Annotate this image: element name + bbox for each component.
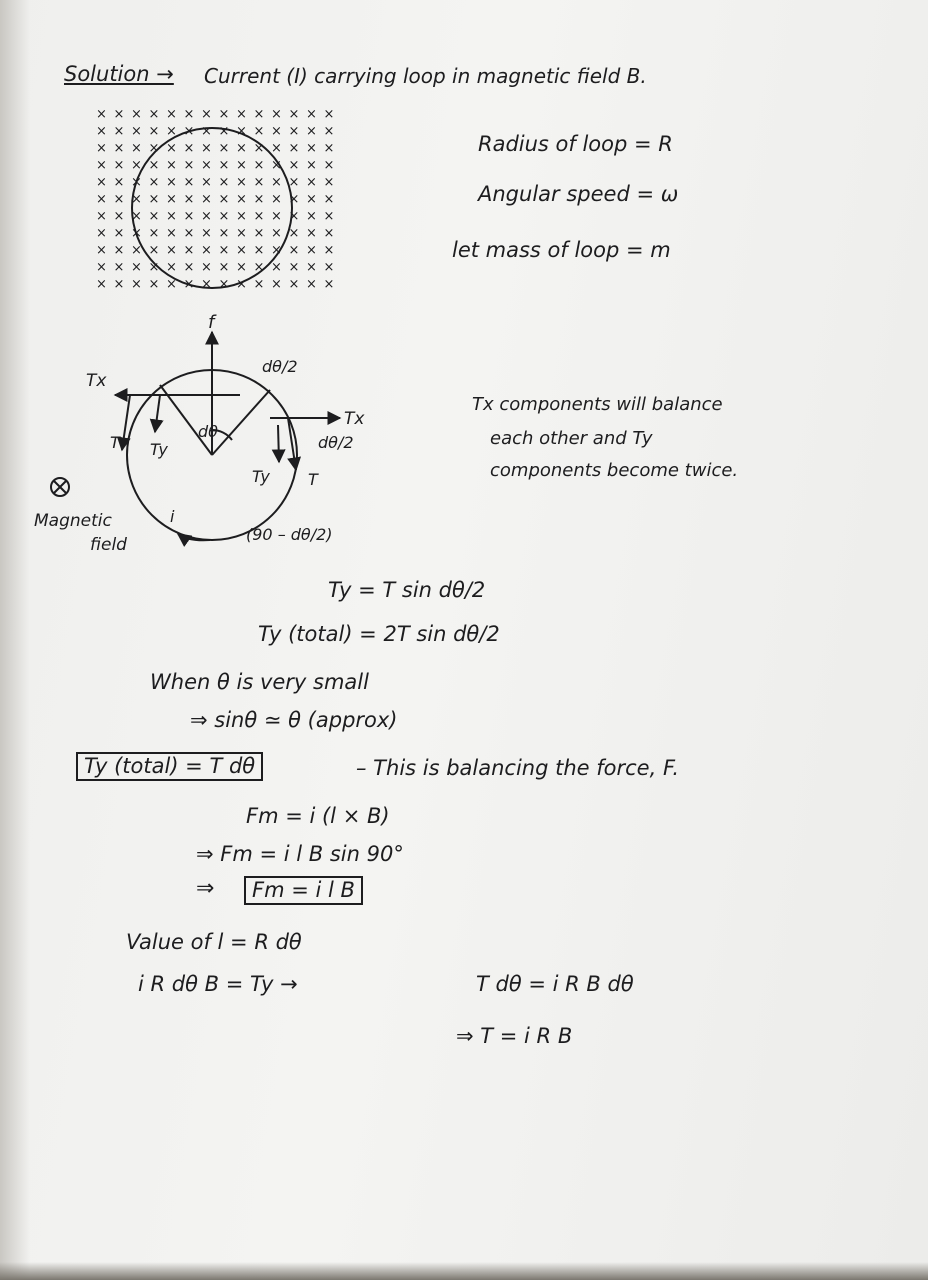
field-cross-mark: × <box>236 107 247 122</box>
field-cross-mark: × <box>201 243 212 258</box>
field-cross-mark: × <box>113 124 125 139</box>
field-cross-mark: × <box>306 192 317 207</box>
field-cross-mark: × <box>236 209 247 224</box>
field-cross-mark: × <box>183 192 195 207</box>
field-cross-mark: × <box>306 158 317 173</box>
field-cross-mark: × <box>166 260 177 275</box>
field-cross-mark: × <box>113 192 125 207</box>
field-cross-mark: × <box>236 158 247 173</box>
field-cross-mark: × <box>113 158 125 173</box>
field-cross-mark: × <box>288 192 300 207</box>
radius-right <box>212 390 270 455</box>
label-ty-right: Ty <box>252 467 270 486</box>
field-cross-mark: × <box>306 124 317 139</box>
field-cross-mark: × <box>148 226 160 241</box>
field-cross-mark: × <box>148 209 160 224</box>
fm-equation-boxed: Fm = i l B <box>244 876 363 905</box>
field-cross-mark: × <box>113 209 125 224</box>
field-cross-mark: × <box>166 124 177 139</box>
field-cross-mark: × <box>96 141 107 156</box>
tx-note-line-1: Tx components will balance <box>472 394 723 415</box>
field-cross-mark: × <box>96 107 107 122</box>
field-cross-mark: × <box>306 209 317 224</box>
field-cross-mark: × <box>131 243 142 258</box>
field-cross-mark: × <box>96 209 107 224</box>
field-cross-mark: × <box>236 243 247 258</box>
field-cross-mark: × <box>96 175 107 190</box>
field-cross-mark: × <box>218 158 230 173</box>
field-cross-mark: × <box>166 209 177 224</box>
field-cross-mark: × <box>323 158 335 173</box>
field-cross-mark: × <box>253 243 265 258</box>
field-cross-mark: × <box>218 124 230 139</box>
field-cross-mark: × <box>323 124 335 139</box>
field-cross-mark: × <box>271 158 282 173</box>
field-cross-mark: × <box>113 260 125 275</box>
field-cross-mark: × <box>148 158 160 173</box>
field-cross-mark: × <box>236 277 247 292</box>
field-cross-mark: × <box>218 209 230 224</box>
field-cross-mark: × <box>288 209 300 224</box>
label-angle-bottom: (90 – dθ/2) <box>246 525 333 544</box>
field-cross-mark: × <box>131 107 142 122</box>
ty-total-boxed: Ty (total) = T dθ <box>76 752 263 781</box>
field-cross-mark: × <box>96 158 107 173</box>
balancing-line: – This is balancing the force, F. <box>356 756 679 780</box>
field-cross-mark: × <box>253 107 265 122</box>
field-cross-mark: × <box>236 124 247 139</box>
field-cross-mark: × <box>113 277 125 292</box>
field-cross-mark: × <box>306 141 317 156</box>
field-cross-mark: × <box>131 158 142 173</box>
field-cross-mark: × <box>131 175 142 190</box>
fm-equation-1: Fm = i (l × B) <box>246 804 390 828</box>
field-cross-mark: × <box>218 277 230 292</box>
field-cross-mark: × <box>166 175 177 190</box>
field-cross-mark: × <box>96 277 107 292</box>
field-cross-mark: × <box>271 124 282 139</box>
field-cross-mark: × <box>323 141 335 156</box>
field-cross-mark: × <box>201 107 212 122</box>
field-cross-mark: × <box>218 175 230 190</box>
field-cross-mark: × <box>166 107 177 122</box>
label-t-right: T <box>308 470 318 489</box>
field-cross-mark: × <box>323 192 335 207</box>
field-cross-mark: × <box>113 175 125 190</box>
approx-line: ⇒ sinθ ≃ θ (approx) <box>190 708 398 732</box>
field-cross-mark: × <box>201 141 212 156</box>
label-tx-left: Tx <box>86 371 107 391</box>
field-cross-mark: × <box>113 107 125 122</box>
field-cross-mark: × <box>253 192 265 207</box>
field-cross-mark: × <box>183 226 195 241</box>
irdb-line: i R dθ B = Ty → <box>138 972 298 996</box>
field-cross-mark: × <box>288 226 300 241</box>
field-cross-mark: × <box>306 226 317 241</box>
tx-note-line-3: components become twice. <box>490 460 739 481</box>
field-cross-mark: × <box>113 226 125 241</box>
field-cross-mark: × <box>288 107 300 122</box>
field-cross-mark: × <box>166 192 177 207</box>
label-f: f <box>208 312 215 333</box>
field-cross-mark: × <box>236 226 247 241</box>
field-cross-mark: × <box>288 260 300 275</box>
field-cross-mark: × <box>218 260 230 275</box>
label-ty-left: Ty <box>150 440 168 459</box>
field-cross-mark: × <box>271 277 282 292</box>
field-cross-mark: × <box>288 158 300 173</box>
field-cross-mark: × <box>148 277 160 292</box>
field-cross-mark: × <box>253 277 265 292</box>
field-cross-mark: × <box>253 175 265 190</box>
mass-line: let mass of loop = m <box>452 238 671 262</box>
field-cross-mark: × <box>166 141 177 156</box>
ty-equation: Ty = T sin dθ/2 <box>328 578 486 602</box>
field-cross-mark: × <box>218 107 230 122</box>
tx-note-line-2: each other and Ty <box>490 428 653 449</box>
field-cross-mark: × <box>183 243 195 258</box>
field-cross-mark: × <box>201 124 212 139</box>
field-cross-mark: × <box>323 260 335 275</box>
field-cross-mark: × <box>113 141 125 156</box>
field-cross-mark: × <box>253 226 265 241</box>
radius-line: Radius of loop = R <box>478 132 673 156</box>
field-cross-mark: × <box>201 277 212 292</box>
label-dtheta-half-right: dθ/2 <box>318 433 354 452</box>
ty-right-arrow <box>278 425 279 462</box>
field-cross-mark: × <box>148 192 160 207</box>
field-cross-mark: × <box>166 243 177 258</box>
field-cross-mark: × <box>236 192 247 207</box>
field-cross-mark: × <box>253 124 265 139</box>
field-cross-mark: × <box>288 124 300 139</box>
field-cross-mark: × <box>131 226 142 241</box>
field-cross-mark: × <box>323 107 335 122</box>
field-cross-mark: × <box>218 192 230 207</box>
label-dtheta: dθ <box>198 422 218 441</box>
label-dtheta-half-top: dθ/2 <box>262 357 298 376</box>
field-cross-mark: × <box>131 141 142 156</box>
tdtheta-line: T dθ = i R B dθ <box>476 972 634 996</box>
field-cross-mark: × <box>323 209 335 224</box>
field-cross-mark: × <box>306 107 317 122</box>
field-cross-mark: × <box>96 226 107 241</box>
field-cross-mark: × <box>131 209 142 224</box>
field-cross-mark: × <box>183 124 195 139</box>
field-cross-mark: × <box>96 124 107 139</box>
field-cross-mark: × <box>183 141 195 156</box>
field-cross-mark: × <box>148 175 160 190</box>
field-cross-mark: × <box>148 124 160 139</box>
field-cross-mark: × <box>201 209 212 224</box>
field-cross-mark: × <box>288 175 300 190</box>
solution-label: Solution → <box>64 62 174 86</box>
field-cross-mark: × <box>148 141 160 156</box>
field-cross-mark: × <box>253 141 265 156</box>
field-cross-mark: × <box>166 226 177 241</box>
field-cross-mark: × <box>113 243 125 258</box>
field-cross-mark: × <box>96 260 107 275</box>
field-cross-mark: × <box>148 107 160 122</box>
when-small-line: When θ is very small <box>150 670 369 694</box>
field-cross-mark: × <box>323 175 335 190</box>
field-cross-mark: × <box>201 192 212 207</box>
field-cross-mark: × <box>306 243 317 258</box>
field-cross-mark: × <box>253 209 265 224</box>
field-cross-mark: × <box>183 260 195 275</box>
field-cross-mark: × <box>183 209 195 224</box>
field-cross-mark: × <box>201 260 212 275</box>
field-cross-mark: × <box>323 243 335 258</box>
field-cross-mark: × <box>323 226 335 241</box>
field-cross-mark: × <box>96 192 107 207</box>
field-cross-mark: × <box>306 277 317 292</box>
field-cross-mark: × <box>218 243 230 258</box>
field-cross-mark: × <box>306 260 317 275</box>
field-cross-mark: × <box>166 277 177 292</box>
field-cross-mark: × <box>183 277 195 292</box>
field-cross-mark: × <box>271 192 282 207</box>
field-cross-mark: × <box>253 260 265 275</box>
field-cross-mark: × <box>131 124 142 139</box>
field-cross-mark: × <box>131 192 142 207</box>
ty-total-equation: Ty (total) = 2T sin dθ/2 <box>258 622 500 646</box>
field-cross-mark: × <box>271 209 282 224</box>
label-field: field <box>90 535 127 555</box>
implies-arrow: ⇒ <box>196 876 215 901</box>
field-cross-mark: × <box>323 277 335 292</box>
field-cross-mark: × <box>236 260 247 275</box>
field-cross-mark: × <box>288 141 300 156</box>
field-cross-mark: × <box>271 107 282 122</box>
field-cross-mark: × <box>201 158 212 173</box>
field-cross-mark: × <box>288 243 300 258</box>
field-cross-mark: × <box>148 243 160 258</box>
label-magnetic: Magnetic <box>34 511 112 531</box>
field-cross-mark: × <box>183 175 195 190</box>
label-current-i: i <box>170 507 175 526</box>
field-cross-mark: × <box>271 226 282 241</box>
field-cross-mark: × <box>271 175 282 190</box>
field-cross-mark: × <box>201 175 212 190</box>
heading-text: Current (I) carrying loop in magnetic field B. <box>204 64 647 88</box>
field-cross-mark: × <box>183 158 195 173</box>
field-cross-mark: × <box>253 158 265 173</box>
field-cross-mark: × <box>131 260 142 275</box>
field-cross-mark: × <box>271 141 282 156</box>
label-t-left: T <box>110 433 120 452</box>
ty-left-arrow <box>155 395 160 432</box>
fm-equation-2: ⇒ Fm = i l B sin 90° <box>196 842 404 866</box>
field-cross-mark: × <box>201 226 212 241</box>
field-cross-mark: × <box>96 243 107 258</box>
field-cross-mark: × <box>271 260 282 275</box>
field-cross-mark: × <box>218 226 230 241</box>
value-of-l-line: Value of l = R dθ <box>126 930 302 954</box>
angular-speed-line: Angular speed = ω <box>478 182 679 206</box>
result-line: ⇒ T = i R B <box>456 1024 573 1048</box>
field-cross-mark: × <box>131 277 142 292</box>
field-cross-mark: × <box>218 141 230 156</box>
field-cross-mark: × <box>236 141 247 156</box>
field-cross-mark: × <box>236 175 247 190</box>
field-cross-mark: × <box>306 175 317 190</box>
field-cross-mark: × <box>183 107 195 122</box>
field-cross-mark: × <box>288 277 300 292</box>
field-cross-mark: × <box>271 243 282 258</box>
field-cross-mark: × <box>148 260 160 275</box>
label-tx-right: Tx <box>344 409 365 429</box>
field-cross-mark: × <box>166 158 177 173</box>
